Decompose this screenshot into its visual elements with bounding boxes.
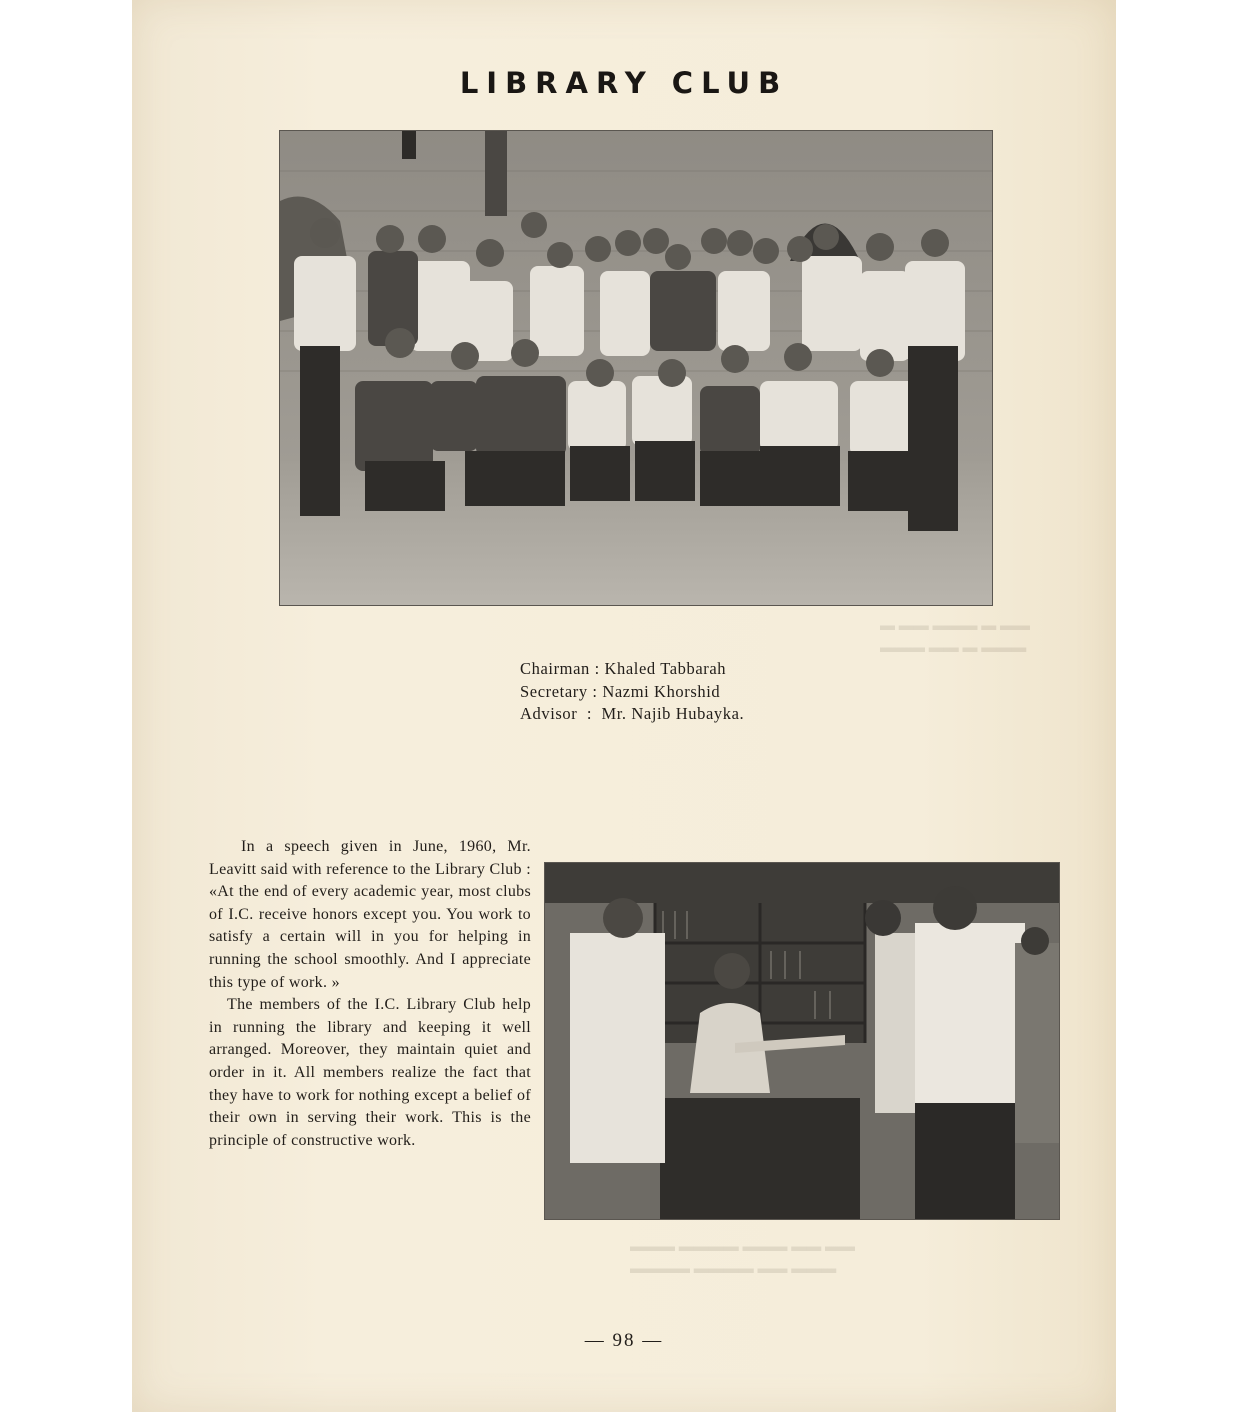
article-text bbox=[209, 836, 531, 1152]
page-number: — 98 — bbox=[584, 1330, 664, 1351]
officer-chairman: Chairman : Khaled Tabbarah bbox=[520, 659, 727, 678]
scan-background-right bbox=[1116, 0, 1245, 1412]
bleed-through-text-lower: ▬▬▬ ▬▬▬▬ ▬▬▬ ▬▬ ▬▬ ▬▬▬▬ ▬▬▬▬ ▬▬ ▬▬▬ bbox=[630, 1239, 855, 1277]
group-photo bbox=[279, 130, 993, 606]
library-photo bbox=[544, 862, 1060, 1220]
paragraph-members: The members of the I.C. Library Club help in running the library and keeping it well arranged. Moreover, they maintain quiet and order in it. All members realize the fact that they have to work for nothing except a belief of their own in serving their work. This is the principle of constructive work. bbox=[209, 996, 531, 1149]
scan-background-left bbox=[0, 0, 132, 1412]
paragraph-speech: In a speech given in June, 1960, Mr. Leavitt said with reference to the Library Club : «At the end of every academic year, most clubs of I.C. receive honors except you. You work to satisfy a certain will in you for helping in running the school smoothly. And I appreciate this type of work. » bbox=[209, 838, 531, 991]
bleed-through-text: ▬ ▬▬ ▬▬▬ ▬ ▬▬ ▬▬▬ ▬▬ ▬ ▬▬▬ bbox=[880, 618, 1030, 656]
club-officers bbox=[520, 658, 744, 726]
officer-advisor: Advisor : Mr. Najib Hubayka. bbox=[520, 704, 745, 723]
officer-secretary: Secretary : Nazmi Khorshid bbox=[520, 681, 721, 701]
page-title: LIBRARY CLUB bbox=[459, 66, 789, 100]
